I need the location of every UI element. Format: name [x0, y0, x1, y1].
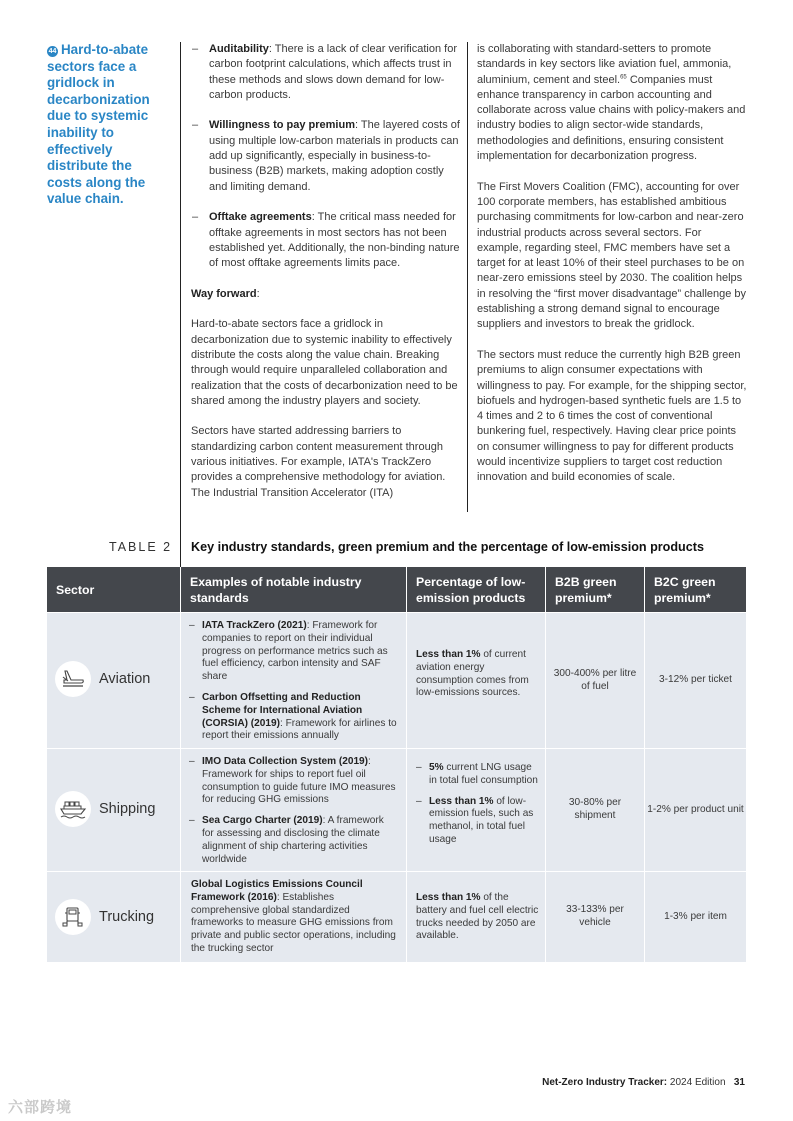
- paragraph: The First Movers Coalition (FMC), accounting for over 100 corporate members, has established ambitious purchasing commitments for low-carbon and near-zero industrial products across several sectors. For example, regarding steel, FMC members have set a target for at least 10% of their steel purchases to be on near-zero emissions steel by 2030. The coalition helps in resolving the “first mover disadvantage” challenge by establishing a strong demand signal to encourage suppliers and investors to break the gridlock.: [477, 180, 747, 331]
- dash-marker: –: [192, 43, 199, 55]
- b2c-cell: 1-2% per product unit: [647, 803, 744, 815]
- table-title: Key industry standards, green premium and the percentage of low-emission products: [191, 540, 704, 554]
- cell-divider: [545, 613, 546, 748]
- b2b-cell: 300-400% per litre of fuel: [553, 667, 637, 692]
- percentage-cell: Less than 1% of current aviation energy consumption comes from low-emissions sources.: [416, 649, 529, 699]
- cell-divider: [545, 872, 546, 962]
- sector-cell: [55, 791, 155, 827]
- dash-marker: –: [189, 756, 195, 767]
- b2b-cell: 33-133% per vehicle: [566, 904, 624, 928]
- cell-divider: [180, 872, 181, 962]
- bullet-auditability: [191, 42, 461, 103]
- bullet-term: Offtake agreements: [209, 211, 312, 224]
- airplane-icon: [60, 668, 86, 690]
- footnote-ref: 65: [620, 73, 627, 80]
- bullet-willingness: [191, 118, 461, 194]
- sector-name: Shipping: [99, 801, 156, 817]
- standards-cell: [189, 756, 397, 874]
- header-percentage: Percentage of low-emission products: [416, 574, 526, 605]
- bullet-term: Willingness to pay premium: [209, 119, 355, 132]
- paragraph: is collaborating with standard-setters to promote standards in key sectors like aviation fuel, ammonia, aluminium, cement and steel.$^{65}$ Companies must enhance transparency in carbon accounting and collaborate across value chains with policy-makers and industry bodies to align sector-wide standards, methodologies and definitions, ensuring consistent implementation for decarbonization progress.: [477, 43, 746, 163]
- list-item: – IMO Data Collection System (2019): Framework for ships to report fuel oil consumption to guide future IMO measures for reducing GHG emissions: [189, 756, 396, 806]
- b2c-cell: 3-12% per ticket: [659, 674, 732, 686]
- ship-icon: [59, 798, 87, 820]
- cell-divider: [545, 749, 546, 871]
- bullet-text: : The layered costs of using multiple low-carbon materials in products can add up significantly, especially in business-to-business (B2B) markets, making adoption costly and limiting demand.: [209, 119, 460, 193]
- dash-marker: –: [416, 762, 422, 773]
- dash-marker: –: [416, 795, 422, 807]
- sector-icon-circle: [55, 661, 91, 697]
- paragraph: Hard-to-abate sectors face a gridlock in decarbonization due to systemic inability to effectively distribute the costs along the value chain. Breaking through would require unparalleled collaboration and realization that the costs of decarbonization need to be shared among the industry players and society.: [191, 318, 458, 407]
- bullet-offtake: [191, 210, 461, 271]
- dash-marker: –: [189, 691, 195, 703]
- way-forward-heading: Way forward:: [191, 287, 260, 300]
- sector-cell: [55, 661, 150, 697]
- b2b-cell: 30-80% per shipment: [568, 797, 622, 821]
- table-row-shipping: [47, 749, 746, 871]
- dash-marker: –: [192, 211, 199, 224]
- footer-title: Net-Zero Industry Tracker:: [542, 1077, 668, 1088]
- column-rule-middle: [467, 42, 468, 512]
- watermark: 六部跨境: [8, 1099, 73, 1116]
- header-b2b: B2B green premium*: [555, 574, 617, 605]
- paragraph: Sectors have started addressing barriers to standardizing carbon content measurement through various initiatives. For example, IATA's TrackZero provides a comprehensive methodology for aviation. The Industrial Transition Accelerator (ITA): [191, 425, 446, 499]
- percentage-cell: Less than 1% of the battery and fuel cell electric trucks needed by 2050 are available.: [416, 892, 539, 942]
- cell-divider: [180, 613, 181, 748]
- list-item: – 5% current LNG usage in total fuel consumption: [416, 762, 538, 786]
- list-item: – IATA TrackZero (2021): Framework for companies to report on their individual progress on performance metrics such as fuel efficiency, carbon intensity and SAF share: [189, 620, 388, 683]
- paragraph: The sectors must reduce the currently high B2B green premiums to align consumer expectations with willingness to pay. For example, for the shipping sector, biofuels and hydrogen-based synthetic fuels are 1.5 to 4 times and 2 to 6 times the cost of conventional bunkering fuel, respectively. Having clear price points on consumer willingness to pay for different products would incentivize suppliers to target cost reduction innovation and build economies of scale.: [477, 348, 747, 484]
- sector-icon-circle: [55, 791, 91, 827]
- table-row-trucking: [47, 872, 746, 962]
- standards-cell: [189, 620, 397, 751]
- bullet-text: : There is a lack of clear verification for carbon footprint calculations, which affects trust in these methods and slows down demand for low-carbon products.: [209, 43, 457, 101]
- list-item: – Less than 1% of low-emission fuels, such as methanol, in total fuel usage: [416, 795, 534, 845]
- dash-marker: –: [189, 815, 195, 827]
- text-column-right: [477, 42, 747, 501]
- dash-marker: –: [189, 620, 195, 631]
- cell-divider: [644, 749, 645, 871]
- table-row-aviation: [47, 613, 746, 748]
- sidebar-callout: [47, 42, 167, 208]
- sector-name: Trucking: [99, 909, 155, 925]
- cell-divider: [644, 613, 645, 748]
- bullet-text: : The critical mass needed for offtake agreements in most sectors has not been established yet. Additionally, the non-binding nature of most offtake agreements limits pace.: [209, 211, 460, 270]
- text-column-left: [191, 42, 461, 516]
- page-number: 31: [733, 1077, 745, 1088]
- b2c-cell: 1-3% per item: [664, 910, 727, 922]
- dash-marker: –: [192, 119, 199, 132]
- list-item: – Sea Cargo Charter (2019): A framework for assessing and disclosing the climate alignment of ship chartering activities worldwide: [189, 815, 384, 865]
- cell-divider: [180, 749, 181, 871]
- list-item: – Carbon Offsetting and Reduction Scheme for International Aviation (CORSIA) (2019): Framework for airlines to report their emissions annually: [189, 691, 397, 742]
- table-header: [47, 567, 746, 612]
- cell-divider: [644, 872, 645, 962]
- sector-icon-circle: [55, 899, 91, 935]
- footer-edition: 2024 Edition: [667, 1077, 726, 1088]
- sector-name: Aviation: [99, 671, 151, 687]
- bullet-term: Auditability: [209, 43, 269, 55]
- column-rule-caption: [180, 534, 181, 567]
- standards-cell: Global Logistics Emissions Council Framework (2016): Establishes comprehensive global standardized frameworks to measure GHG emissions from private and public sector operations, including the trucking sector: [191, 879, 396, 954]
- header-standards: Examples of notable industry standards: [190, 574, 362, 605]
- column-rule-left: [180, 42, 181, 540]
- truck-icon: [61, 905, 85, 929]
- percentage-cell: [416, 762, 538, 855]
- header-b2c: B2C green premium*: [654, 574, 716, 605]
- cell-divider: [406, 872, 407, 962]
- cell-divider: [406, 749, 407, 871]
- table-label: TABLE 2: [109, 540, 173, 554]
- header-sector: Sector: [56, 582, 95, 597]
- page-footer: [542, 1077, 745, 1088]
- cell-divider: [406, 613, 407, 748]
- sector-cell: [55, 899, 154, 935]
- callout-text: Hard-to-abate sectors face a gridlock in decarbonization due to systemic inability to effectively distribute the costs along the value chain.: [47, 42, 150, 207]
- callout-number-badge: 44: [48, 48, 57, 55]
